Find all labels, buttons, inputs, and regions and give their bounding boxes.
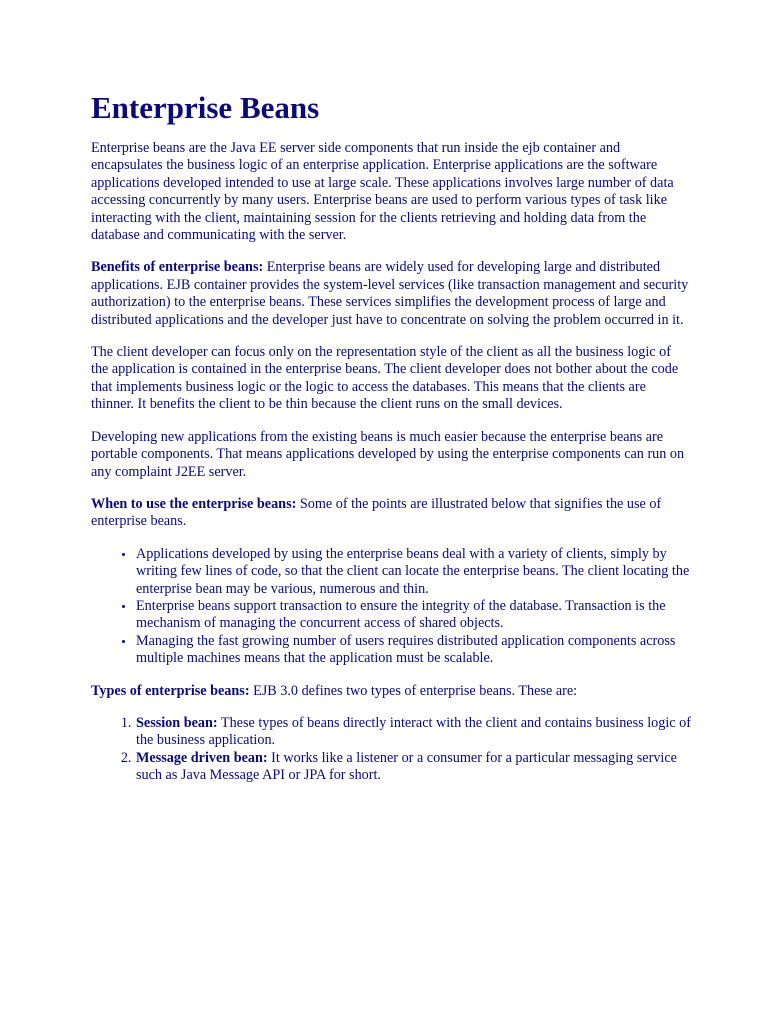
client-paragraph: The client developer can focus only on the representation style of the client as all the business logic of the application is contained in the enterprise beans. The client developer does not bother about the code that implements business logic or the logic to access the databases. This means that the clients are thinner. It benefits the client to be thin because the client runs on the small devices.: [91, 344, 679, 413]
when-to-use-label: When to use the enterprise beans:: [91, 495, 297, 512]
list-item: • Enterprise beans support transaction to ensure the integrity of the database. Transaction is the mechanism of managing the concurrent access of shared objects.: [135, 598, 691, 633]
types-text: EJB 3.0 defines two types of enterprise beans. These are:: [249, 682, 578, 699]
session-bean-label: Session bean:: [136, 714, 218, 731]
types-list: [91, 715, 691, 785]
portable-paragraph: Developing new applications from the existing beans is much easier because the enterprise beans are portable components. That means applications developed by using the enterprise components can run on any complaint J2EE server.: [91, 428, 685, 480]
session-bean-text: These types of beans directly interact with the client and contains business logic of the business application.: [136, 714, 691, 749]
benefits-label: Benefits of enterprise beans:: [91, 259, 264, 276]
when-to-use-list: [91, 546, 691, 668]
message-driven-bean-text: It works like a listener or a consumer for a particular messaging service such as Java Message API or JPA for short.: [136, 749, 677, 784]
when-to-use-paragraph: [91, 496, 691, 531]
benefits-paragraph: [91, 259, 691, 329]
when-to-use-text: Some of the points are illustrated below that signifies the use of enterprise beans.: [91, 495, 662, 530]
types-paragraph: [91, 683, 691, 700]
intro-paragraph: Enterprise beans are the Java EE server side components that run inside the ejb container and encapsulates the business logic of an enterprise application. Enterprise applications are the software applications developed intended to use at large scale. These applications involves large number of data accessing concurrently by many users. Enterprise beans are used to perform various types of task like interacting with the client, maintaining session for the clients retrieving and holding data from the database and communicating with the server.: [91, 140, 674, 244]
list-item: • Managing the fast growing number of users requires distributed application components across multiple machines means that the application must be scalable.: [135, 633, 691, 668]
list-item: [135, 715, 691, 750]
list-item: [135, 750, 691, 785]
benefits-text: Enterprise beans are widely used for developing large and distributed applications. EJB container provides the system-level services (like transaction management and security authorization) to the enterprise beans. These services simplifies the development process of large and distributed applications and the developer just have to concentrate on solving the problem occurred in it.: [91, 259, 689, 328]
document-page: [91, 90, 691, 800]
page-title: Enterprise Beans: [91, 90, 320, 125]
types-label: Types of enterprise beans:: [91, 682, 250, 699]
message-driven-bean-label: Message driven bean:: [136, 749, 268, 766]
list-item: • Applications developed by using the enterprise beans deal with a variety of clients, simply by writing few lines of code, so that the client can locate the enterprise beans. The client locating the enterprise bean may be various, numerous and thin.: [135, 546, 691, 598]
